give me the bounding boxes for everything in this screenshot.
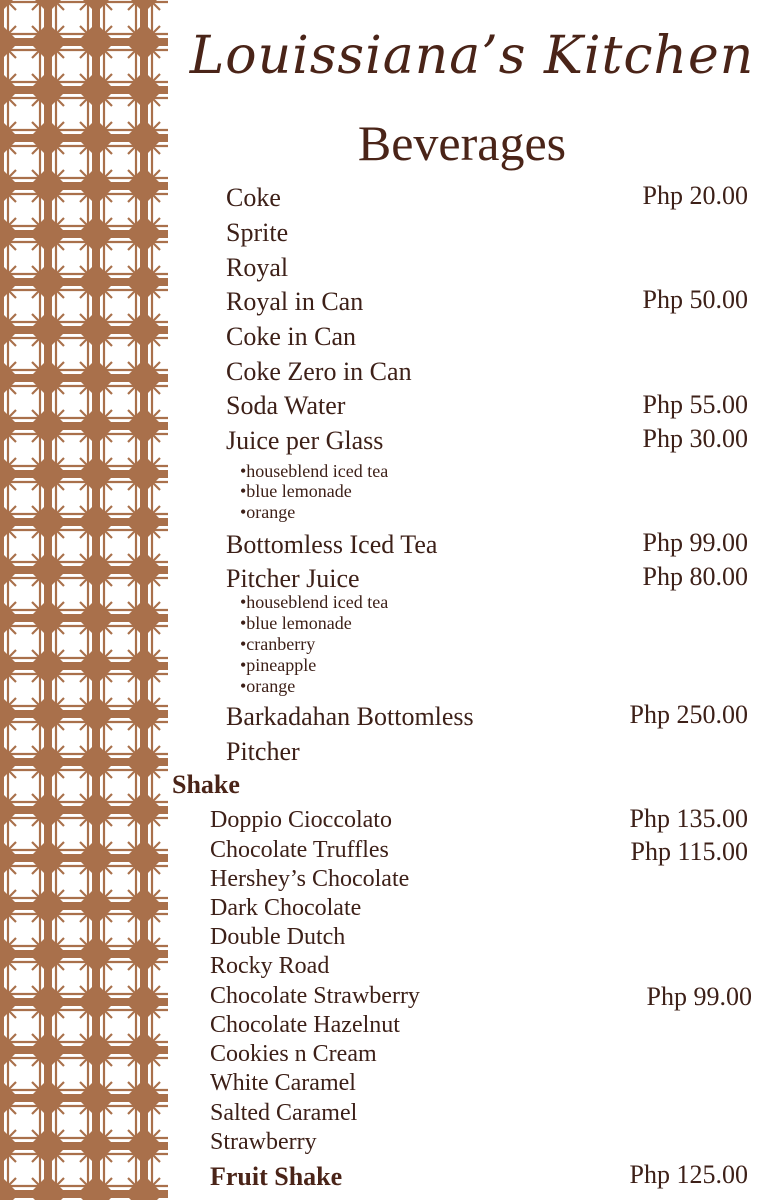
section-heading-shake: Shake [172,770,240,799]
menu-price: Php 80.00 [642,562,748,591]
menu-price: Php 99.00 [642,528,748,557]
menu-item: Pitcher Juice [226,564,360,593]
flavor-item: •orange [240,502,296,522]
menu-price: Php 115.00 [630,837,748,866]
menu-item: Royal in Can [226,287,364,316]
restaurant-title: Louissiana’s Kitchen [189,26,755,86]
shake-item: Strawberry [210,1129,317,1155]
menu-item: Barkadahan Bottomless [226,702,474,731]
menu-item: Juice per Glass [226,426,384,455]
menu-item: Royal [226,253,289,282]
menu-price: Php 55.00 [642,390,748,419]
menu-item: Bottomless Iced Tea [226,530,438,559]
lattice-border [0,0,168,1200]
menu-price: Php 99.00 [646,982,752,1011]
shake-item: Rocky Road [210,953,330,979]
menu-price: Php 135.00 [629,804,748,833]
menu-item: Coke in Can [226,322,356,351]
flavor-item: •houseblend iced tea [240,592,389,612]
shake-item: Doppio Cioccolato [210,807,392,833]
menu-item: Pitcher [226,737,300,766]
flavor-item: •blue lemonade [240,613,352,633]
menu-price: Php 250.00 [629,700,748,729]
flavor-item: •blue lemonade [240,481,352,501]
shake-item: Double Dutch [210,924,346,950]
menu-item: Soda Water [226,391,346,420]
shake-item: Salted Caramel [210,1100,358,1126]
shake-item: Chocolate Truffles [210,837,389,863]
menu-price: Php 125.00 [629,1160,748,1189]
shake-item: Chocolate Hazelnut [210,1012,400,1038]
menu-price: Php 30.00 [642,424,748,453]
menu-item: Coke Zero in Can [226,357,412,386]
shake-item: White Caramel [210,1070,356,1096]
shake-item: Cookies n Cream [210,1041,377,1067]
flavor-item: •pineapple [240,655,317,675]
flavor-item: •houseblend iced tea [240,461,389,481]
shake-item: Hershey’s Chocolate [210,866,410,892]
flavor-item: •cranberry [240,634,316,654]
menu-item: Sprite [226,218,289,247]
shake-item: Dark Chocolate [210,895,362,921]
flavor-item: •orange [240,676,296,696]
section-heading-fruit-shake: Fruit Shake [210,1162,343,1191]
page-title: Beverages [357,115,567,171]
menu-item: Coke [226,183,281,212]
shake-item: Chocolate Strawberry [210,983,420,1009]
menu-price: Php 50.00 [642,285,748,314]
menu-price: Php 20.00 [642,181,748,210]
